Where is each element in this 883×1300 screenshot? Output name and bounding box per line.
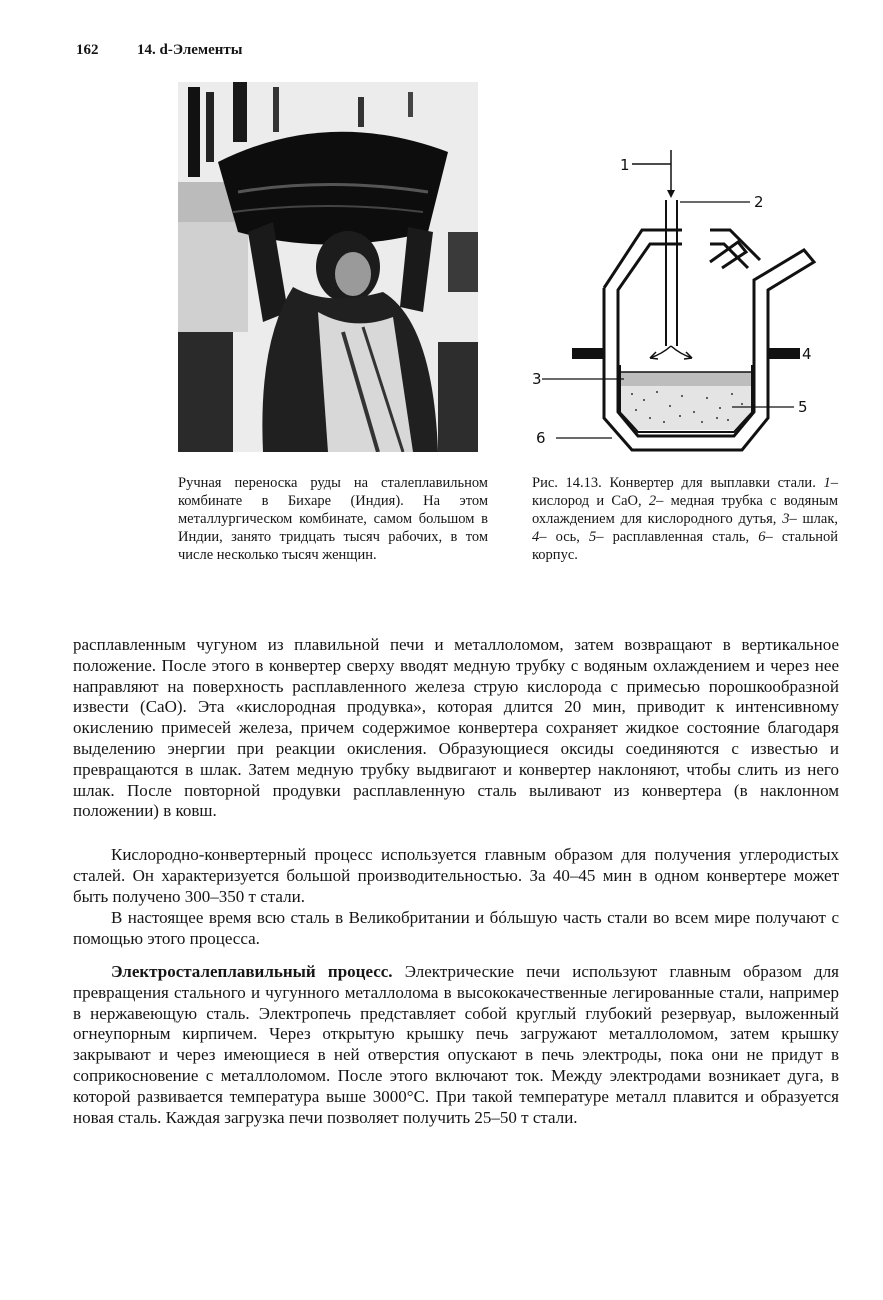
section-heading: Электросталеплавильный процесс. xyxy=(111,962,393,981)
figure-caption-title: Рис. 14.13. Конвертер для выплавки стали. xyxy=(532,475,816,491)
label-5: 5 xyxy=(798,398,808,416)
label-1: 1 xyxy=(620,156,630,174)
label-6: 6 xyxy=(536,429,546,447)
photo-ore-carrier xyxy=(178,82,478,452)
paragraph-1: расплавленным чугуном из плавильной печи и металлоломом, затем возвращают в вертикальное положение. После этого в конвертер сверху вводят медную трубку с водяным охлаждением и через нее направляют на поверхность расплавленного железа струю кислорода с примесью порошкообразной извести (CaO). Эта «кислородная продувка», которая длится 20 мин, приводит к интенсивному окислению примесей железа, причем содержимое конвертера сохраняет жидкое состояние благодаря выделению энергии при реакции окисления. Образующиеся оксиды соединяются с известью и превращаются в шлак. Затем медную трубку выдвигают и конвертер наклоняют, чтобы слить из него шлак. После повторной продувки расплавленную сталь выливают из конвертера (в наклонном положении) в ковш. xyxy=(73,635,839,821)
chapter-title: 14. d-Элементы xyxy=(137,42,243,58)
label-4: 4 xyxy=(802,345,812,363)
photo-caption: Ручная переноска руды на сталеплавильном комбинате в Бихаре (Индия). На этом металлургическом комбинате, самом большом в Индии, занято тридцать тысяч рабочих, в том числе несколько тысяч женщин. xyxy=(178,475,488,563)
page-number: 162 xyxy=(76,42,99,58)
paragraph-3: В настоящее время всю сталь в Великобритании и бóльшую часть стали во всем мире получают с помощью этого процесса. xyxy=(73,908,839,948)
label-3: 3 xyxy=(532,370,542,388)
paragraph-2: Кислородно-конвертерный процесс используется главным образом для получения углеродистых сталей. Он характеризуется большой производительностью. За 40–45 мин в одном конвертере может быть получено 300–350 т стали. xyxy=(73,845,839,906)
paragraph-4: Электросталеплавильный процесс. Электрические печи используют главным образом для превращения стального и чугунного металлолома в высококачественные легированные стали, например в нержавеющую сталь. Электропечь представляет собой круглый глубокий резервуар, выложенный огнеупорным кирпичем. Через открытую крышку печь загружают металлоломом, затем крышку закрывают и через имеющиеся в ней отверстия опускают в печь электроды, пока они не придут в соприкосновение с металлоломом. После этого включают ток. Между электродами возникает дуга, в которой развивается температура выше 3000°С. При такой температуре металл плавится и образуется новая сталь. Каждая загрузка печи позволяет получить 25–50 т стали. xyxy=(73,962,840,1127)
converter-diagram xyxy=(532,150,852,460)
figure-caption: Рис. 14.13. Конвертер для выплавки стали. 1– кислород и CaO, 2– медная трубка с водяным охлаждением для кислородного дутья, 3– шлак, 4– ось, 5– расплавленная сталь, 6– стальной корпус. xyxy=(532,475,838,563)
label-2: 2 xyxy=(754,193,764,211)
